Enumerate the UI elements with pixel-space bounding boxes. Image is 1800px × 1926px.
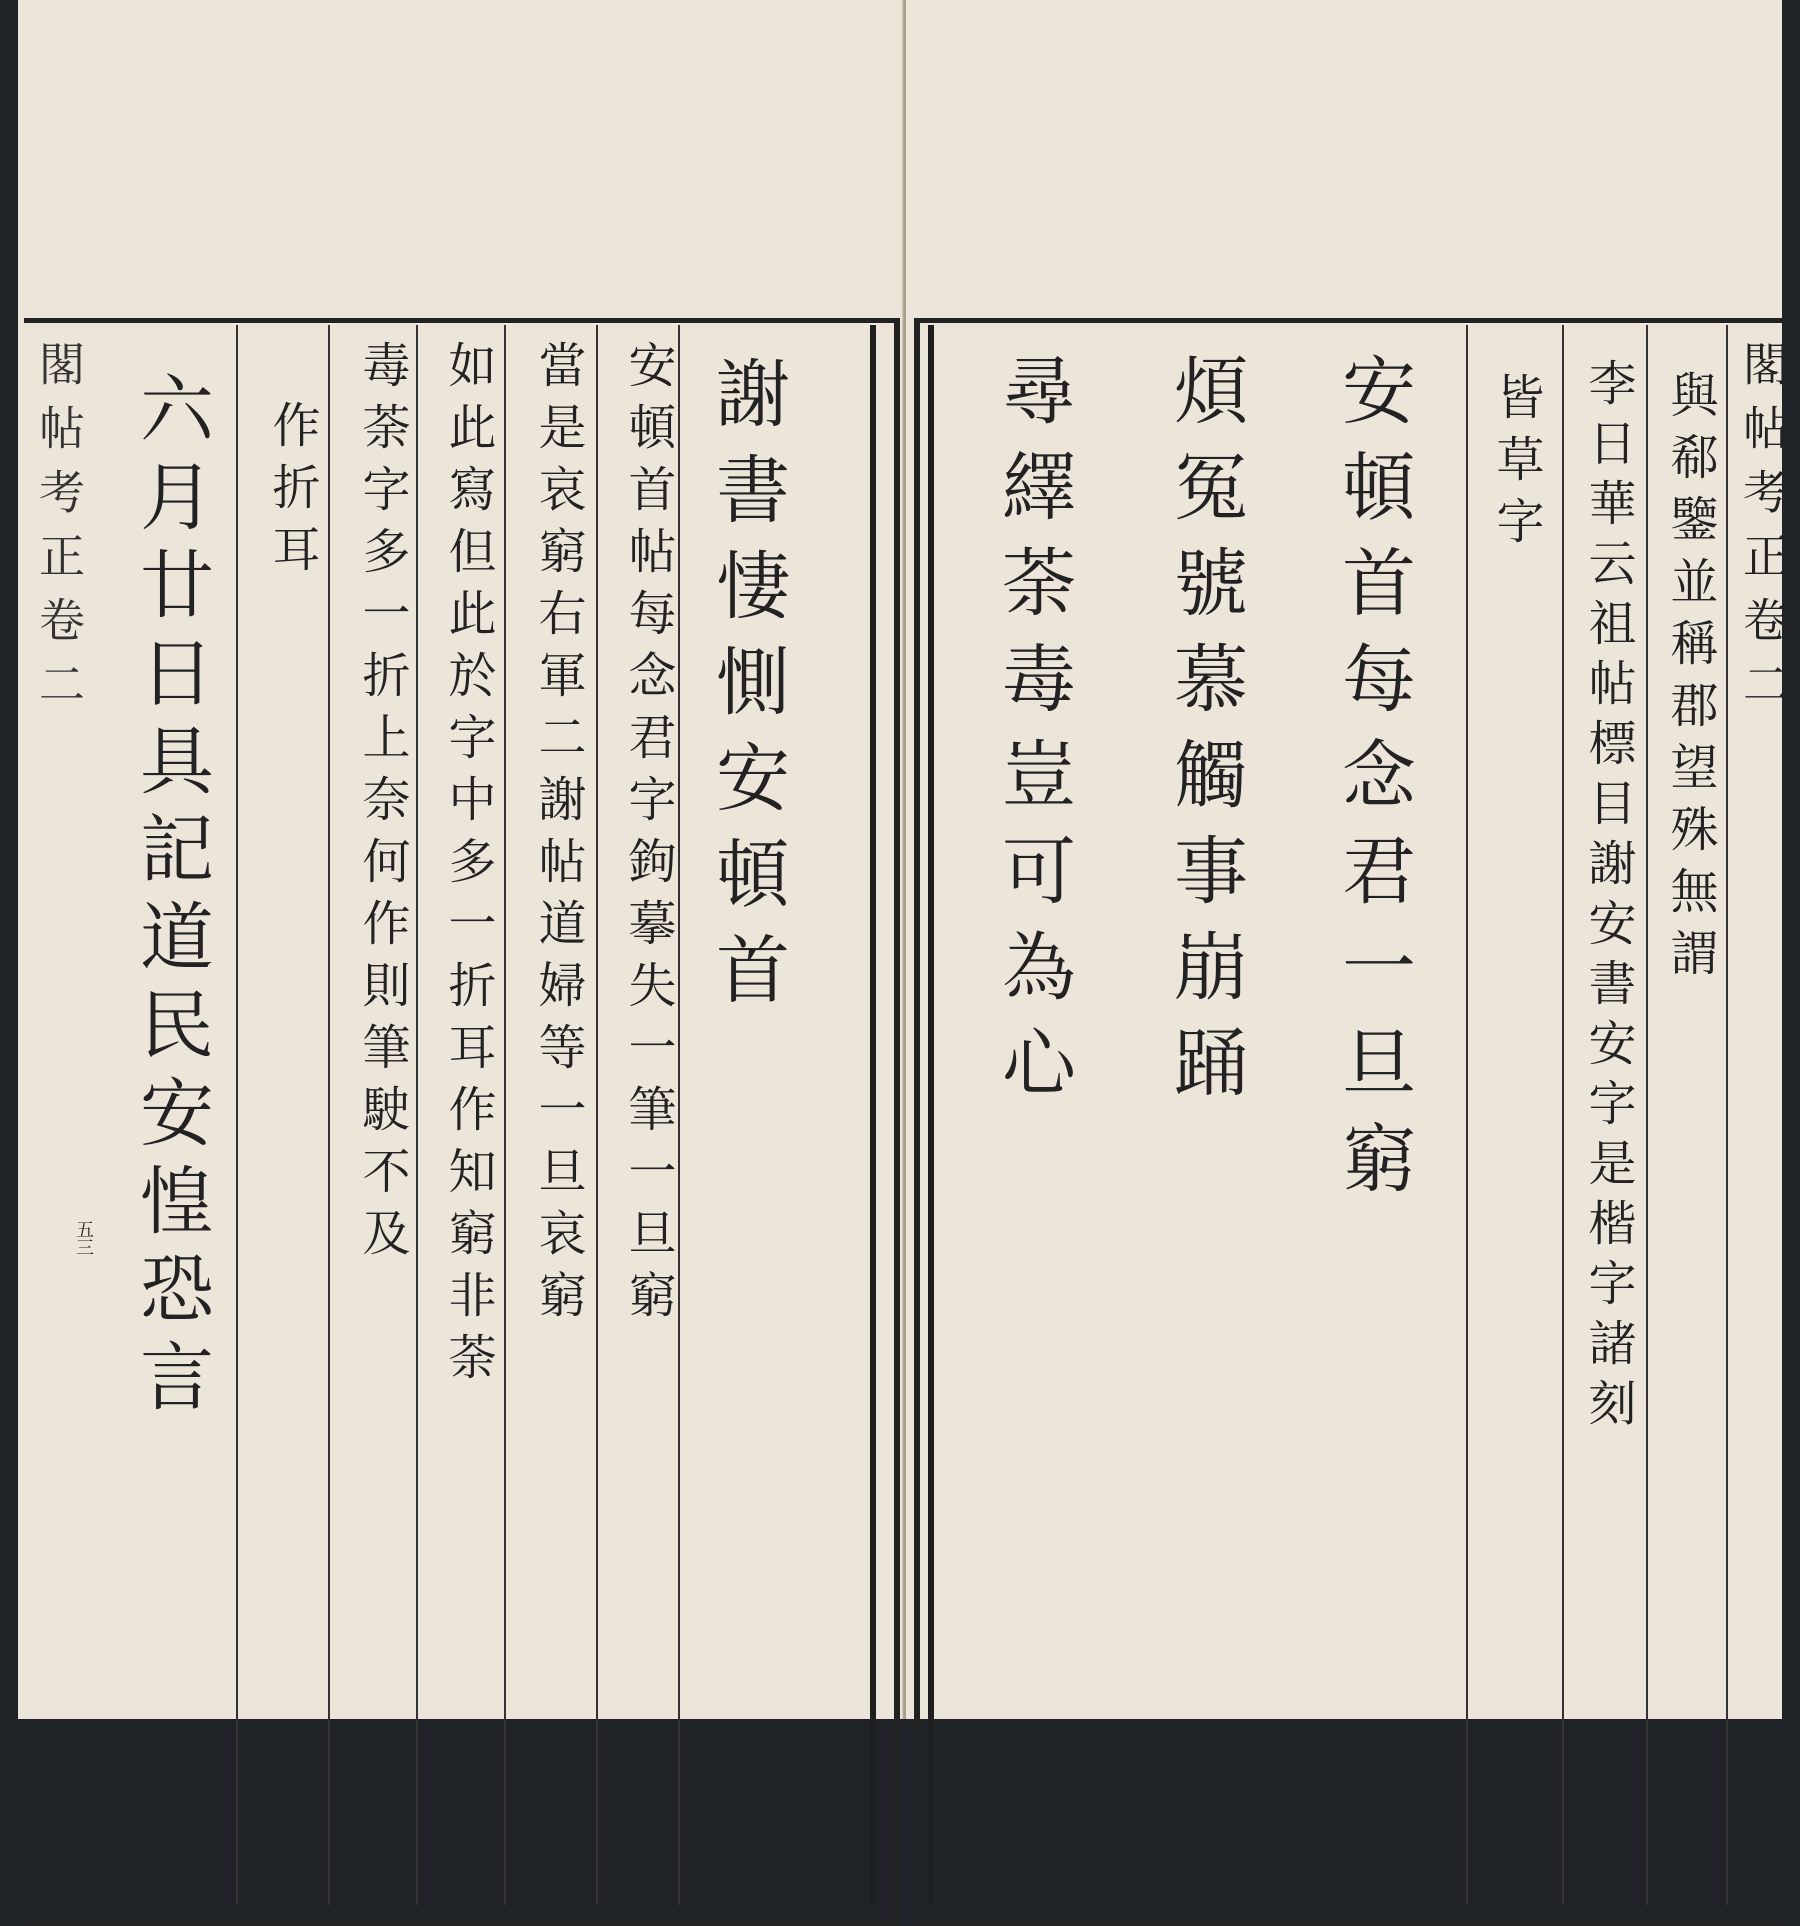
column-rule <box>1562 325 1564 1905</box>
page-number: 五三 <box>73 1220 94 1256</box>
column-4: 安頓首每念君一旦窮 <box>1330 352 1416 1216</box>
left-page <box>18 0 906 1719</box>
column-rule <box>504 325 506 1905</box>
column-6: 尋繹荼毒豈可為心 <box>990 352 1076 1120</box>
column-9: 當是哀窮右軍二謝帖道婦等一旦哀窮 <box>530 340 586 1332</box>
column-11: 毒荼字多一折上奈何作則筆駛不及 <box>354 340 410 1270</box>
column-13: 六月廿日具記道民安惶恐言 <box>128 370 214 1426</box>
column-10: 如此寫但此於字中多一折耳作知窮非荼 <box>440 340 496 1394</box>
column-rule <box>328 325 330 1905</box>
column-8: 安頓首帖每念君字鉤摹失一筆一旦窮 <box>620 340 676 1332</box>
column-rule-thick <box>928 325 934 1905</box>
column-rule <box>1466 325 1468 1905</box>
column-7: 謝書悽惻安頓首 <box>704 355 790 1027</box>
column-rule <box>596 325 598 1905</box>
column-rule <box>1646 325 1648 1905</box>
column-rule <box>1726 325 1728 1905</box>
column-rule-thick <box>870 325 876 1905</box>
column-3: 皆草字 <box>1488 372 1544 558</box>
right-page <box>906 0 1790 1719</box>
column-12: 作折耳 <box>264 400 320 586</box>
column-2: 李日華云祖帖標目謝安書安字是楷字諸刻 <box>1580 358 1636 1438</box>
column-rule <box>236 325 238 1905</box>
page-header: 閣帖考正卷二 <box>32 340 86 724</box>
column-1: 與郗鑒並稱郡望殊無謂 <box>1662 370 1718 990</box>
page-header: 閣帖考正卷二 <box>1736 340 1790 724</box>
column-5: 煩冤號慕觸事崩踊 <box>1162 352 1248 1120</box>
